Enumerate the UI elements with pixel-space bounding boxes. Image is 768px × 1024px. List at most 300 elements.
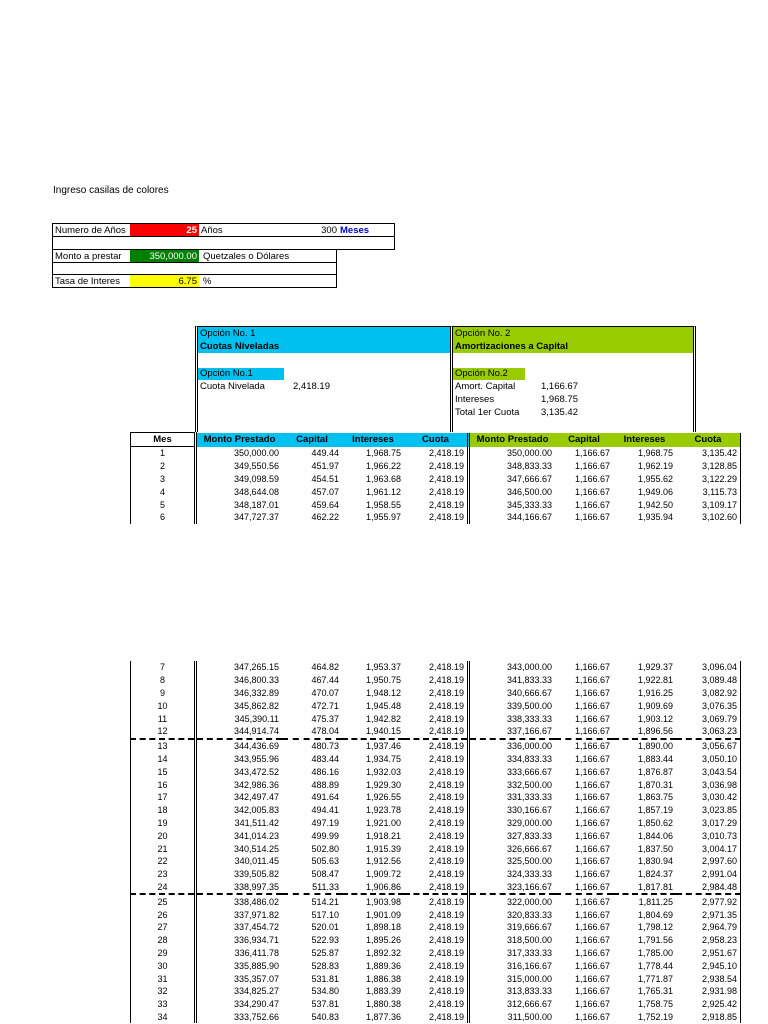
cell-intereses-2: 1,850.62 bbox=[637, 817, 673, 828]
cell-capital-1: 508.47 bbox=[311, 869, 339, 880]
cell-capital-1: 470.07 bbox=[311, 687, 339, 698]
cell-capital-1: 457.07 bbox=[311, 486, 339, 497]
cell-mes: 17 bbox=[131, 791, 196, 804]
header-cuota-1: Cuota bbox=[404, 433, 469, 447]
cell-capital-2: 1,166.67 bbox=[574, 766, 610, 777]
cell-intereses-1: 1,883.39 bbox=[365, 986, 401, 997]
cell-monto-2: 316,166.67 bbox=[469, 959, 556, 972]
option2-label: Opción No.2 bbox=[453, 368, 525, 380]
cell-mes: 11 bbox=[131, 712, 196, 725]
header-cuota-2: Cuota bbox=[676, 433, 741, 447]
cell-monto-1: 347,727.37 bbox=[196, 511, 283, 524]
cell-monto-2: 327,833.33 bbox=[469, 829, 556, 842]
interest-label: Tasa de Interes bbox=[55, 276, 120, 287]
cell-capital-1: 449.44 bbox=[311, 448, 339, 459]
interest-input[interactable]: 6.75 bbox=[130, 275, 199, 287]
cell-mes: 6 bbox=[131, 511, 196, 524]
option2-amort-value: 1,166.67 bbox=[541, 381, 578, 392]
table-row bbox=[131, 674, 741, 687]
cell-intereses-2: 1,955.62 bbox=[637, 473, 673, 484]
table-row bbox=[131, 473, 741, 486]
cell-monto-2: 325,500.00 bbox=[469, 855, 556, 868]
cell-monto-2: 337,166.67 bbox=[469, 725, 556, 739]
table-row bbox=[131, 894, 741, 908]
cell-mes: 23 bbox=[131, 868, 196, 881]
cell-cuota-2: 3,102.60 bbox=[676, 511, 741, 524]
cell-cuota-2: 2,964.79 bbox=[676, 921, 741, 934]
cell-cuota-1: 2,418.19 bbox=[428, 922, 464, 933]
cell-monto-2: 320,833.33 bbox=[469, 908, 556, 921]
cell-intereses-1: 1,937.46 bbox=[342, 739, 404, 753]
cell-intereses-2: 1,771.87 bbox=[637, 973, 673, 984]
cell-capital-1: 497.19 bbox=[311, 817, 339, 828]
cell-cuota-2: 2,984.48 bbox=[676, 881, 741, 895]
cell-cuota-1: 2,418.19 bbox=[428, 461, 464, 472]
cell-capital-2: 1,166.67 bbox=[574, 473, 610, 484]
cell-monto-1: 334,290.47 bbox=[196, 998, 283, 1011]
cell-cuota-2: 3,056.67 bbox=[676, 739, 741, 753]
cell-intereses-1: 1,877.36 bbox=[365, 1011, 401, 1022]
cell-capital-2: 1,166.67 bbox=[574, 779, 610, 790]
cell-monto-2: 313,833.33 bbox=[469, 985, 556, 998]
cell-intereses-1: 1,892.32 bbox=[365, 947, 401, 958]
cell-intereses-1: 1,895.26 bbox=[365, 935, 401, 946]
cell-mes: 4 bbox=[131, 485, 196, 498]
cell-cuota-2: 3,115.73 bbox=[676, 485, 741, 498]
cell-capital-1: 488.89 bbox=[311, 779, 339, 790]
cell-intereses-1: 1,945.48 bbox=[365, 700, 401, 711]
cell-monto-1: 338,486.02 bbox=[196, 894, 283, 908]
cell-monto-1: 342,986.36 bbox=[196, 778, 283, 791]
cell-monto-1: 343,472.52 bbox=[196, 765, 283, 778]
amount-input[interactable]: 350,000.00 bbox=[130, 250, 199, 262]
cell-cuota-2: 3,109.17 bbox=[676, 498, 741, 511]
cell-cuota-2: 3,082.92 bbox=[676, 687, 741, 700]
cell-monto-2: 311,500.00 bbox=[469, 1011, 556, 1024]
cell-mes: 9 bbox=[131, 687, 196, 700]
amount-unit: Quetzales o Dólares bbox=[203, 251, 290, 262]
cell-intereses-2: 1,883.44 bbox=[637, 753, 673, 764]
option2-intereses-value: 1,968.75 bbox=[541, 394, 578, 405]
cell-cuota-2: 3,122.29 bbox=[676, 473, 741, 486]
cell-intereses-2: 1,922.81 bbox=[637, 675, 673, 686]
cell-capital-2: 1,166.67 bbox=[574, 726, 610, 737]
cell-cuota-2: 2,971.35 bbox=[676, 908, 741, 921]
cell-intereses-1: 1,963.68 bbox=[365, 473, 401, 484]
cell-mes: 15 bbox=[131, 765, 196, 778]
cell-intereses-1: 1,948.12 bbox=[365, 687, 401, 698]
cell-intereses-2: 1,909.69 bbox=[637, 700, 673, 711]
cell-capital-1: 522.93 bbox=[311, 935, 339, 946]
cell-monto-1: 337,454.72 bbox=[196, 921, 283, 934]
cell-cuota-1: 2,418.19 bbox=[428, 779, 464, 790]
cell-cuota-2: 3,004.17 bbox=[676, 842, 741, 855]
cell-capital-2: 1,166.67 bbox=[574, 922, 610, 933]
cell-intereses-1: 1,958.55 bbox=[365, 499, 401, 510]
cell-monto-1: 342,497.47 bbox=[196, 791, 283, 804]
option2-total-value: 3,135.42 bbox=[541, 407, 578, 418]
cell-capital-2: 1,166.67 bbox=[574, 973, 610, 984]
cell-capital-1: 451.97 bbox=[311, 461, 339, 472]
cell-monto-1: 333,752.66 bbox=[196, 1011, 283, 1024]
cell-cuota-2: 2,931.98 bbox=[676, 985, 741, 998]
table-row bbox=[131, 804, 741, 817]
amount-label: Monto a prestar bbox=[55, 251, 122, 262]
option2-subtitle: Amortizaciones a Capital bbox=[455, 341, 568, 352]
cell-cuota-1: 2,418.19 bbox=[428, 448, 464, 459]
cell-capital-2: 1,166.67 bbox=[574, 1011, 610, 1022]
cell-intereses-1: 1,886.38 bbox=[365, 973, 401, 984]
cell-cuota-2: 3,017.29 bbox=[676, 817, 741, 830]
cell-capital-1: 454.51 bbox=[311, 473, 339, 484]
table-row bbox=[131, 1011, 741, 1024]
cell-cuota-2: 2,918.85 bbox=[676, 1011, 741, 1024]
years-unit: Años bbox=[201, 225, 223, 236]
cell-cuota-2: 3,010.73 bbox=[676, 829, 741, 842]
cell-capital-2: 1,166.67 bbox=[574, 947, 610, 958]
cell-cuota-1: 2,418.19 bbox=[428, 766, 464, 777]
cell-cuota-2: 2,977.92 bbox=[676, 894, 741, 908]
cell-cuota-2: 3,030.42 bbox=[676, 791, 741, 804]
cell-intereses-2: 1,817.81 bbox=[637, 881, 673, 892]
cell-cuota-2: 3,063.23 bbox=[676, 725, 741, 739]
cell-cuota-1: 2,418.19 bbox=[428, 999, 464, 1010]
cell-monto-2: 347,666.67 bbox=[469, 473, 556, 486]
cell-monto-1: 336,411.78 bbox=[196, 947, 283, 960]
table-row bbox=[131, 998, 741, 1011]
cell-capital-1: 537.81 bbox=[311, 999, 339, 1010]
cell-mes: 13 bbox=[131, 739, 196, 753]
cell-cuota-2: 3,128.85 bbox=[676, 460, 741, 473]
cell-monto-2: 323,166.67 bbox=[469, 881, 556, 895]
spacer-row bbox=[52, 236, 395, 250]
option2-panel bbox=[450, 326, 696, 432]
cell-monto-2: 319,666.67 bbox=[469, 921, 556, 934]
cell-intereses-2: 1,890.00 bbox=[613, 739, 676, 753]
cell-cuota-1: 2,418.19 bbox=[428, 805, 464, 816]
cell-cuota-1: 2,418.19 bbox=[428, 1011, 464, 1022]
table-row bbox=[131, 842, 741, 855]
cell-intereses-2: 1,876.87 bbox=[637, 766, 673, 777]
cell-intereses-2: 1,798.12 bbox=[637, 922, 673, 933]
cell-monto-2: 350,000.00 bbox=[469, 447, 556, 460]
header-capital-2: Capital bbox=[555, 433, 613, 447]
table-header-row bbox=[131, 433, 741, 447]
cell-capital-2: 1,166.67 bbox=[574, 881, 610, 892]
cell-capital-1: 517.10 bbox=[311, 909, 339, 920]
cell-cuota-1: 2,418.19 bbox=[428, 662, 464, 673]
years-label: Numero de Años bbox=[55, 225, 126, 236]
cell-capital-2: 1,166.67 bbox=[574, 700, 610, 711]
cell-intereses-2: 1,968.75 bbox=[637, 448, 673, 459]
cell-mes: 33 bbox=[131, 998, 196, 1011]
header-monto-1: Monto Prestado bbox=[196, 433, 283, 447]
cell-mes: 26 bbox=[131, 908, 196, 921]
cell-cuota-1: 2,418.19 bbox=[428, 473, 464, 484]
cell-capital-2: 1,166.67 bbox=[574, 662, 610, 673]
cell-monto-2: 341,833.33 bbox=[469, 674, 556, 687]
cell-cuota-1: 2,418.19 bbox=[428, 486, 464, 497]
table-row bbox=[131, 699, 741, 712]
cell-intereses-1: 1,880.38 bbox=[365, 999, 401, 1010]
cell-cuota-1: 2,418.19 bbox=[428, 675, 464, 686]
cell-monto-1: 347,265.15 bbox=[196, 661, 283, 674]
cell-capital-1: 499.99 bbox=[311, 830, 339, 841]
cell-capital-1: 540.83 bbox=[311, 1011, 339, 1022]
cell-capital-1: 514.21 bbox=[282, 894, 342, 908]
cell-capital-2: 1,166.67 bbox=[574, 843, 610, 854]
amortization-table-top bbox=[130, 432, 741, 524]
cell-mes: 29 bbox=[131, 947, 196, 960]
cell-mes: 34 bbox=[131, 1011, 196, 1024]
cell-capital-1: 531.81 bbox=[311, 973, 339, 984]
cell-capital-1: 505.63 bbox=[311, 856, 339, 867]
cell-capital-1: 502.80 bbox=[311, 843, 339, 854]
cell-intereses-2: 1,949.06 bbox=[637, 486, 673, 497]
header-intereses-1: Intereses bbox=[342, 433, 404, 447]
cell-intereses-2: 1,765.31 bbox=[637, 986, 673, 997]
cell-mes: 5 bbox=[131, 498, 196, 511]
cell-mes: 14 bbox=[131, 753, 196, 766]
cell-mes: 12 bbox=[131, 725, 196, 739]
cell-intereses-1: 1,968.75 bbox=[365, 448, 401, 459]
cell-monto-1: 350,000.00 bbox=[196, 447, 283, 460]
cell-monto-2: 344,166.67 bbox=[469, 511, 556, 524]
cell-mes: 22 bbox=[131, 855, 196, 868]
cell-monto-2: 339,500.00 bbox=[469, 699, 556, 712]
cell-intereses-1: 1,923.78 bbox=[365, 805, 401, 816]
cell-intereses-2: 1,929.37 bbox=[637, 662, 673, 673]
cell-monto-2: 324,333.33 bbox=[469, 868, 556, 881]
cell-cuota-1: 2,418.19 bbox=[428, 726, 464, 737]
cell-monto-2: 338,333.33 bbox=[469, 712, 556, 725]
cell-mes: 8 bbox=[131, 674, 196, 687]
cell-monto-1: 341,511.42 bbox=[196, 817, 283, 830]
cell-intereses-2: 1,824.37 bbox=[637, 869, 673, 880]
cell-mes: 3 bbox=[131, 473, 196, 486]
cell-intereses-2: 1,811.25 bbox=[613, 894, 676, 908]
cell-cuota-1: 2,418.19 bbox=[428, 830, 464, 841]
cell-cuota-2: 3,069.79 bbox=[676, 712, 741, 725]
cell-mes: 27 bbox=[131, 921, 196, 934]
cell-monto-2: 317,333.33 bbox=[469, 947, 556, 960]
cell-monto-1: 344,914.74 bbox=[196, 725, 283, 739]
cell-capital-1: 486.16 bbox=[311, 766, 339, 777]
cell-intereses-1: 1,915.39 bbox=[365, 843, 401, 854]
cell-intereses-1: 1,940.15 bbox=[365, 726, 401, 737]
cell-monto-2: 315,000.00 bbox=[469, 972, 556, 985]
amortization-table-bottom bbox=[130, 661, 741, 1023]
cell-cuota-1: 2,418.19 bbox=[404, 894, 469, 908]
months-label: Meses bbox=[340, 225, 370, 236]
months-value: 300 bbox=[321, 225, 337, 236]
amount-row bbox=[52, 249, 337, 263]
cell-monto-2: 332,500.00 bbox=[469, 778, 556, 791]
cell-monto-1: 337,971.82 bbox=[196, 908, 283, 921]
cell-cuota-1: 2,418.19 bbox=[428, 909, 464, 920]
table-row bbox=[131, 725, 741, 739]
cell-cuota-1: 2,418.19 bbox=[428, 856, 464, 867]
cell-monto-1: 336,934.71 bbox=[196, 934, 283, 947]
cell-monto-1: 345,390.11 bbox=[196, 712, 283, 725]
cell-monto-2: 346,500.00 bbox=[469, 485, 556, 498]
cell-intereses-1: 1,932.03 bbox=[365, 766, 401, 777]
cell-capital-1: 464.82 bbox=[311, 662, 339, 673]
cell-cuota-2: 3,050.10 bbox=[676, 753, 741, 766]
option2-total-label: Total 1er Cuota bbox=[455, 407, 520, 418]
table-row bbox=[131, 460, 741, 473]
option1-label: Opción No.1 bbox=[198, 368, 284, 380]
cell-intereses-1: 1,961.12 bbox=[365, 486, 401, 497]
cell-monto-1: 335,357.07 bbox=[196, 972, 283, 985]
cell-capital-2: 1,166.67 bbox=[574, 986, 610, 997]
cell-mes: 1 bbox=[131, 447, 196, 460]
cell-cuota-2: 3,023.85 bbox=[676, 804, 741, 817]
cell-monto-1: 349,098.59 bbox=[196, 473, 283, 486]
cell-intereses-2: 1,942.50 bbox=[637, 499, 673, 510]
cell-intereses-1: 1,906.86 bbox=[365, 881, 401, 892]
cell-mes: 19 bbox=[131, 817, 196, 830]
interest-row bbox=[52, 274, 337, 288]
cell-intereses-1: 1,909.72 bbox=[365, 869, 401, 880]
cell-mes: 25 bbox=[131, 894, 196, 908]
cell-capital-2: 1,166.67 bbox=[574, 753, 610, 764]
instruction-note: Ingreso casilas de colores bbox=[53, 185, 169, 196]
cell-cuota-1: 2,418.19 bbox=[428, 499, 464, 510]
cell-capital-1: 467.44 bbox=[311, 675, 339, 686]
cell-cuota-1: 2,418.19 bbox=[404, 739, 469, 753]
cell-cuota-2: 3,096.04 bbox=[676, 661, 741, 674]
cell-intereses-1: 1,903.98 bbox=[342, 894, 404, 908]
cell-capital-1: 472.71 bbox=[311, 700, 339, 711]
cell-intereses-1: 1,926.55 bbox=[365, 792, 401, 803]
cell-cuota-1: 2,418.19 bbox=[428, 817, 464, 828]
cell-mes: 18 bbox=[131, 804, 196, 817]
cell-monto-2: 333,666.67 bbox=[469, 765, 556, 778]
cell-capital-2: 1,166.67 bbox=[555, 894, 613, 908]
header-mes: Mes bbox=[131, 433, 196, 447]
cell-capital-2: 1,166.67 bbox=[574, 909, 610, 920]
cell-monto-1: 341,014.23 bbox=[196, 829, 283, 842]
cell-monto-1: 338,997.35 bbox=[196, 881, 283, 895]
option2-title: Opción No. 2 bbox=[455, 328, 511, 339]
cell-intereses-2: 1,863.75 bbox=[637, 792, 673, 803]
table-row bbox=[131, 947, 741, 960]
cell-intereses-2: 1,870.31 bbox=[637, 779, 673, 790]
cell-intereses-1: 1,950.75 bbox=[365, 675, 401, 686]
cell-cuota-1: 2,418.19 bbox=[428, 753, 464, 764]
years-input[interactable]: 25 bbox=[130, 224, 199, 236]
table-row bbox=[131, 985, 741, 998]
cell-capital-1: 520.01 bbox=[311, 922, 339, 933]
cell-monto-2: 318,500.00 bbox=[469, 934, 556, 947]
cell-monto-2: 334,833.33 bbox=[469, 753, 556, 766]
cell-intereses-1: 1,918.21 bbox=[365, 830, 401, 841]
cell-cuota-1: 2,418.19 bbox=[428, 869, 464, 880]
cell-cuota-1: 2,418.19 bbox=[428, 713, 464, 724]
cell-intereses-2: 1,837.50 bbox=[637, 843, 673, 854]
years-row bbox=[52, 223, 395, 237]
cell-mes: 20 bbox=[131, 829, 196, 842]
cell-capital-1: 480.73 bbox=[282, 739, 342, 753]
cell-intereses-1: 1,942.82 bbox=[365, 713, 401, 724]
header-capital-1: Capital bbox=[282, 433, 342, 447]
table-row bbox=[131, 972, 741, 985]
cell-monto-1: 348,644.08 bbox=[196, 485, 283, 498]
cell-capital-2: 1,166.67 bbox=[574, 960, 610, 971]
table-row bbox=[131, 855, 741, 868]
interest-unit: % bbox=[203, 276, 212, 287]
cell-cuota-2: 2,997.60 bbox=[676, 855, 741, 868]
cell-monto-1: 349,550.56 bbox=[196, 460, 283, 473]
cell-cuota-1: 2,418.19 bbox=[428, 881, 464, 892]
cell-capital-2: 1,166.67 bbox=[574, 512, 610, 523]
cell-monto-2: 345,333.33 bbox=[469, 498, 556, 511]
table-row bbox=[131, 712, 741, 725]
cell-intereses-1: 1,921.00 bbox=[365, 817, 401, 828]
cell-mes: 32 bbox=[131, 985, 196, 998]
option2-amort-label: Amort. Capital bbox=[455, 381, 516, 392]
cell-capital-2: 1,166.67 bbox=[574, 486, 610, 497]
cell-monto-1: 342,005.83 bbox=[196, 804, 283, 817]
header-intereses-2: Intereses bbox=[613, 433, 676, 447]
cell-intereses-2: 1,752.19 bbox=[637, 1011, 673, 1022]
cell-cuota-2: 3,036.98 bbox=[676, 778, 741, 791]
cell-capital-2: 1,166.67 bbox=[574, 792, 610, 803]
cell-intereses-1: 1,889.36 bbox=[365, 960, 401, 971]
cell-cuota-1: 2,418.19 bbox=[428, 960, 464, 971]
cell-monto-1: 346,800.33 bbox=[196, 674, 283, 687]
table-row bbox=[131, 908, 741, 921]
cell-mes: 16 bbox=[131, 778, 196, 791]
cell-capital-1: 534.80 bbox=[311, 986, 339, 997]
table-row bbox=[131, 791, 741, 804]
cell-intereses-2: 1,857.19 bbox=[637, 805, 673, 816]
cell-monto-1: 345,862.82 bbox=[196, 699, 283, 712]
cell-intereses-2: 1,896.56 bbox=[637, 726, 673, 737]
cell-capital-2: 1,166.67 bbox=[574, 817, 610, 828]
cell-intereses-2: 1,778.44 bbox=[637, 960, 673, 971]
cell-capital-2: 1,166.67 bbox=[574, 869, 610, 880]
cell-cuota-1: 2,418.19 bbox=[428, 792, 464, 803]
cell-intereses-1: 1,953.37 bbox=[365, 662, 401, 673]
table-row bbox=[131, 829, 741, 842]
cell-mes: 31 bbox=[131, 972, 196, 985]
cell-cuota-1: 2,418.19 bbox=[428, 973, 464, 984]
cell-monto-1: 340,011.45 bbox=[196, 855, 283, 868]
table-row bbox=[131, 817, 741, 830]
cell-cuota-2: 3,089.48 bbox=[676, 674, 741, 687]
cell-monto-1: 348,187.01 bbox=[196, 498, 283, 511]
cell-intereses-2: 1,785.00 bbox=[637, 947, 673, 958]
cell-cuota-1: 2,418.19 bbox=[428, 512, 464, 523]
table-row bbox=[131, 485, 741, 498]
cell-cuota-2: 2,951.67 bbox=[676, 947, 741, 960]
cell-cuota-1: 2,418.19 bbox=[428, 986, 464, 997]
cell-mes: 10 bbox=[131, 699, 196, 712]
cell-cuota-2: 3,076.35 bbox=[676, 699, 741, 712]
cell-cuota-1: 2,418.19 bbox=[428, 947, 464, 958]
cell-monto-2: 343,000.00 bbox=[469, 661, 556, 674]
cell-capital-1: 494.41 bbox=[311, 805, 339, 816]
cell-monto-1: 343,955.96 bbox=[196, 753, 283, 766]
cell-mes: 21 bbox=[131, 842, 196, 855]
cell-capital-2: 1,166.67 bbox=[574, 448, 610, 459]
cell-mes: 28 bbox=[131, 934, 196, 947]
table-row bbox=[131, 778, 741, 791]
cell-cuota-1: 2,418.19 bbox=[428, 935, 464, 946]
table-row bbox=[131, 921, 741, 934]
